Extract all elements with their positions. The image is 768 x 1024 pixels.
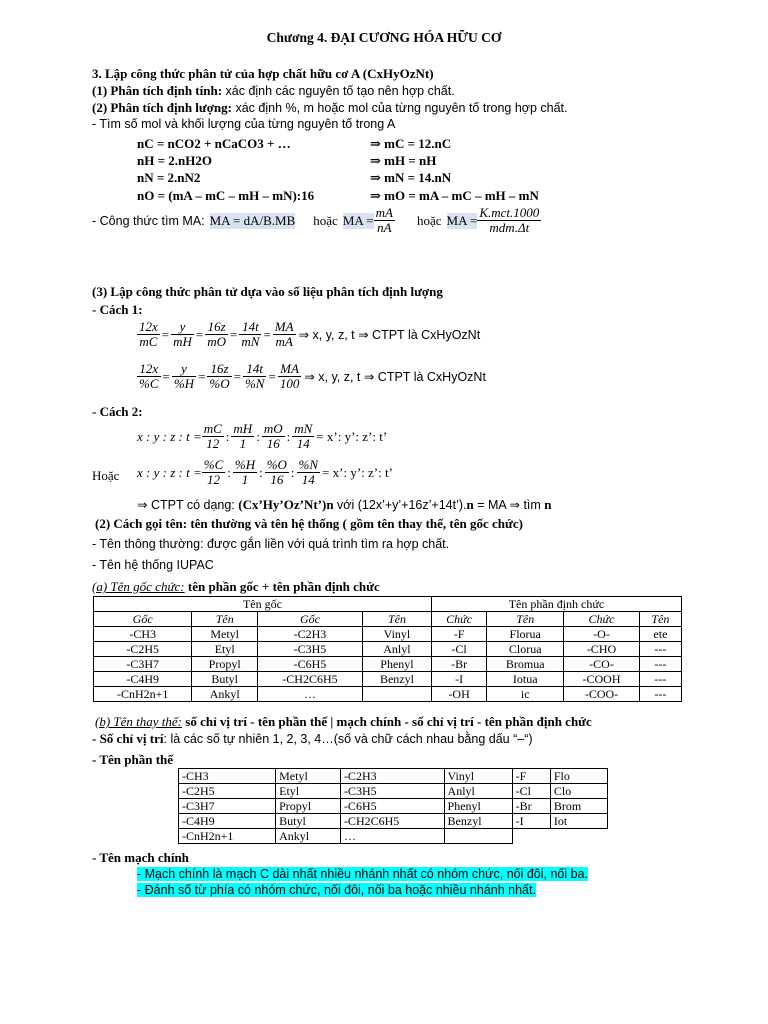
table-row: -C3H7 Propyl -C6H5 Phenyl -Br Bromua -CO- --- bbox=[94, 657, 682, 672]
method-2-label: - Cách 2: bbox=[92, 404, 143, 419]
eq-right-3: ⇒ mN = 14.nN bbox=[370, 170, 452, 185]
quantitative-label: (2) Phân tích định lượng: bbox=[92, 100, 232, 115]
eq-right-2: ⇒ mH = nH bbox=[370, 153, 437, 168]
method-2-row-1: x : y : z : t = $\frac{mC}{12}$ : $\frac{mH}{1}$ : $\frac{mO}{16}$ : $\frac{mN}{14}$ = x’: y’: z’: t’ bbox=[137, 421, 388, 451]
page-title: Chương 4. ĐẠI CƯƠNG HÓA HỮU CƠ bbox=[266, 30, 502, 45]
main-chain-heading: - Tên mạch chính bbox=[92, 850, 189, 865]
common-name-line: - Tên thông thường: được gắn liền với quá trình tìm ra hợp chất. bbox=[92, 537, 450, 551]
molar-mass-formula-mn-lhs: MA = bbox=[342, 212, 374, 228]
table-row: -CnH2n+1 Ankyl … bbox=[179, 829, 608, 844]
method-1-label: - Cách 1: bbox=[92, 302, 143, 317]
table1-group-radical: Tên gốc bbox=[94, 597, 432, 612]
molar-mass-label: - Công thức tìm MA: bbox=[92, 213, 205, 228]
eq-right-4: ⇒ mO = mA – mC – mH – mN bbox=[370, 188, 539, 203]
table-row: -C3H7 Propyl -C6H5 Phenyl -Br Brom bbox=[179, 799, 608, 814]
eq-left-1: nC = nCO2 + nCaCO3 + … bbox=[137, 136, 291, 151]
qualitative-text: xác định các nguyên tố tạo nên hợp chất. bbox=[222, 84, 455, 98]
molar-mass-fraction-mn: $\frac{mA}{nA}$ bbox=[375, 205, 393, 235]
quantitative-line bbox=[92, 100, 568, 116]
table-row: -CnH2n+1 Ankyl … -OH ic -COO- --- bbox=[94, 687, 682, 702]
method-1-row-1-tail: ⇒ x, y, z, t ⇒ CTPT là CxHyOzNt bbox=[298, 328, 481, 342]
table-row: -CH3 Metyl -C2H3 Vinyl -F Florua -O- ete bbox=[94, 627, 682, 642]
molar-mass-formula-cryo-lhs: MA = bbox=[446, 212, 478, 228]
ctpt-general-form: ⇒ CTPT có dạng: (Cx’Hy’Oz’Nt’)n với (12x’+y’+16z’+14t’).n = MA ⇒ tìm n bbox=[137, 497, 552, 512]
quantitative-text: xác định %, m hoặc mol của từng nguyên tố trong hợp chất. bbox=[231, 101, 568, 115]
naming-heading: (2) Cách gọi tên: tên thường và tên hệ thống ( gồm tên thay thế, tên gốc chức) bbox=[95, 516, 523, 531]
table-row: -C2H5 Etyl -C3H5 Anlyl -Cl Clo bbox=[179, 784, 608, 799]
or-word-2: hoặc bbox=[416, 212, 442, 228]
table-row: -CH3 Metyl -C2H3 Vinyl -F Flo bbox=[179, 769, 608, 784]
table1-group-function: Tên phần định chức bbox=[431, 597, 681, 612]
functional-name-table: Tên gốc Tên phần định chức Gốc Tên Gốc Tên Chức Tên Chức Tên -CH3 Metyl -C2H3 Vinyl -F Florua -O- ete -C2H5 Etyl -C3H5 Anlyl -Cl Clorua -CHO --- -C3H7 Propyl -C6H5 Phenyl -Br Bromua -CO- --- -C4H9 Butyl -CH2C6H5 Benzyl -I Iotua -COOH --- -CnH2n+1 Ankyl … -OH ic -COO- --- bbox=[93, 596, 682, 702]
molar-mass-formula-density: MA = dA/B.MB bbox=[209, 212, 296, 228]
qualitative-line bbox=[92, 83, 455, 99]
eq-left-2: nH = 2.nH2O bbox=[137, 153, 212, 168]
eq-left-4: nO = (mA – mC – mH – mN):16 bbox=[137, 188, 315, 203]
main-chain-rule-2: - Đánh số từ phía có nhóm chức, nối đôi, nối ba hoặc nhiều nhánh nhất. bbox=[137, 883, 536, 897]
substitutive-line: (b) Tên thay thế: số chỉ vị trí - tên phần thế | mạch chính - số chỉ vị trí - tên phần định chức bbox=[95, 714, 592, 729]
method-2-row-2: x : y : z : t = $\frac{\%C}{12}$ : $\frac{\%H}{1}$ : $\frac{\%O}{16}$ : $\frac{\%N}{14}$ = x’: y’: z’: t’ bbox=[137, 457, 393, 487]
eq-left-3: nN = 2.nN2 bbox=[137, 170, 201, 185]
table-row: -C4H9 Butyl -CH2C6H5 Benzyl -I Iotua -COOH --- bbox=[94, 672, 682, 687]
section-3-heading: 3. Lập công thức phân tử của hợp chất hữu cơ A (CxHyOzNt) bbox=[92, 66, 434, 81]
qualitative-label: (1) Phân tích định tính: bbox=[92, 83, 223, 98]
or-word-1: hoặc bbox=[313, 212, 338, 228]
radicofunctional-line: (a) Tên gốc chức: tên phần gốc + tên phần định chức bbox=[92, 579, 380, 594]
method-1-row-1: $\frac{12x}{mC}$ = $\frac{y}{mH}$ = $\frac{16z}{mO}$ = $\frac{14t}{mN}$ = $\frac{MA}{mA}$ ⇒ x, y, z, t ⇒ CTPT là CxHyOzNt bbox=[139, 319, 481, 349]
or-word-hoac: Hoặc bbox=[92, 468, 120, 483]
molar-mass-fraction-cryo: $\frac{\text{K.mct.1000}}{\text{mdm.Δt}}$ bbox=[479, 205, 540, 235]
locant-line: - Số chỉ vị trí: là các số tự nhiên 1, 2, 3, 4…(số và chữ cách nhau bằng dấu “–“) bbox=[92, 731, 533, 746]
method-1-row-2: $\frac{12x}{\%C}$ = $\frac{y}{\%H}$ = $\frac{16z}{\%O}$ = $\frac{14t}{\%N}$ = $\frac{MA}{100}$ ⇒ x, y, z, t ⇒ CTPT là CxHyOzNt bbox=[139, 361, 486, 391]
substituent-table bbox=[178, 768, 608, 844]
table-row: -C2H5 Etyl -C3H5 Anlyl -Cl Clorua -CHO --- bbox=[94, 642, 682, 657]
main-chain-rule-1: - Mạch chính là mạch C dài nhất nhiều nhánh nhất có nhóm chức, nối đôi, nối ba. bbox=[137, 867, 589, 881]
method-1-row-2-tail: ⇒ x, y, z, t ⇒ CTPT là CxHyOzNt bbox=[304, 370, 486, 384]
molar-mass-formulas bbox=[92, 206, 541, 235]
find-mol-line: - Tìm số mol và khối lượng của từng nguyên tố trong A bbox=[92, 117, 396, 131]
eq-right-1: ⇒ mC = 12.nC bbox=[370, 136, 452, 151]
table-row: -C4H9 Butyl -CH2C6H5 Benzyl -I Iot bbox=[179, 814, 608, 829]
iupac-line: - Tên hệ thống IUPAC bbox=[92, 558, 214, 572]
substituent-heading: - Tên phần thế bbox=[92, 752, 174, 767]
section-3b-heading: (3) Lập công thức phân tử dựa vào số liệu phân tích định lượng bbox=[92, 284, 443, 299]
